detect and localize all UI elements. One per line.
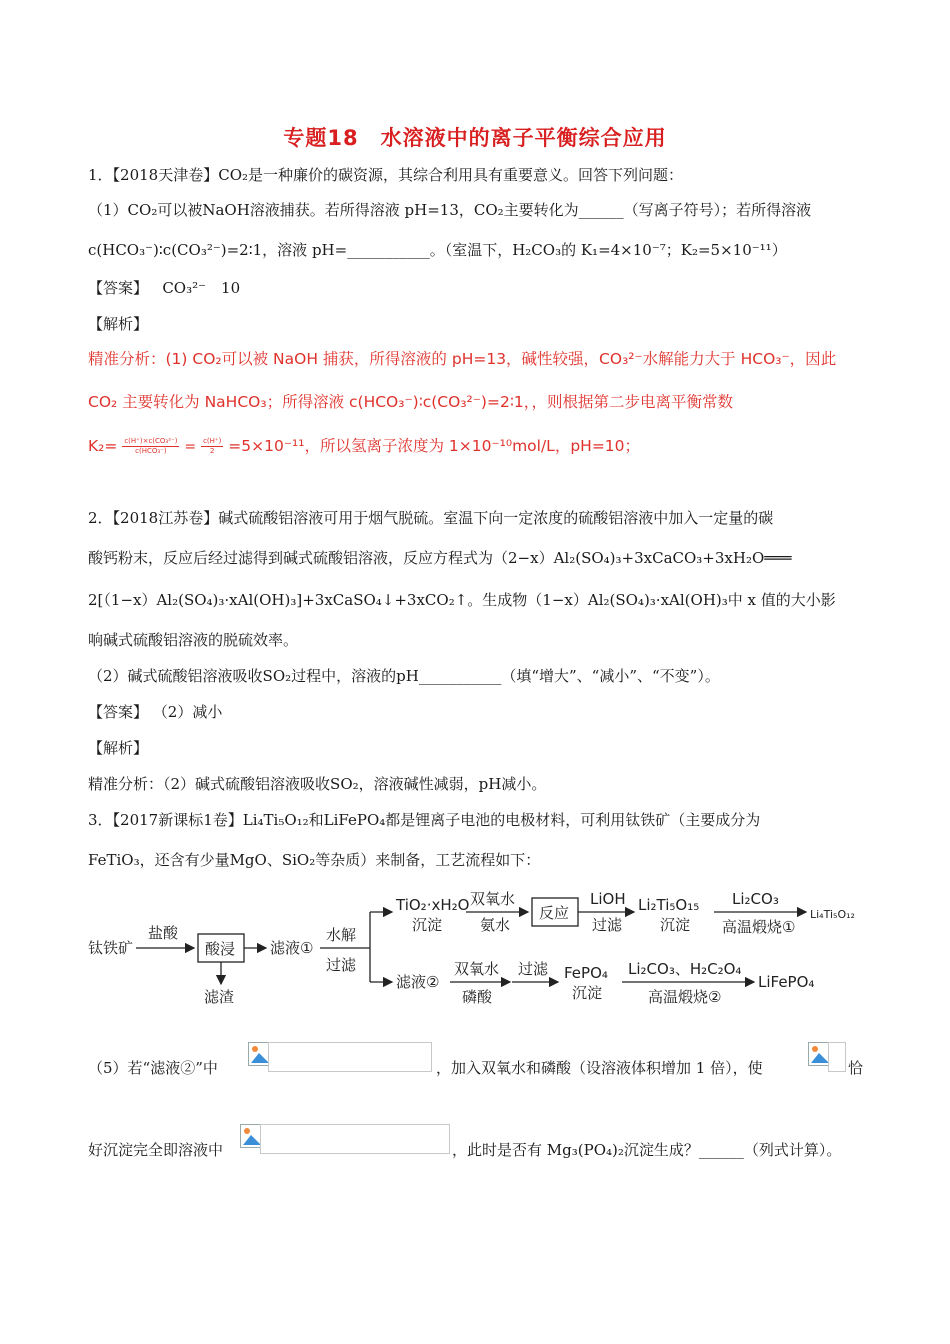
flow-ammonia: 氨水 — [480, 916, 511, 934]
q2-answer — [88, 702, 222, 722]
q1-analysis-line2: CO₂ 主要转化为 NaHCO₃；所得溶液 c(HCO₃⁻)∶c(CO₃²⁻)=2∶1，，则根据第二步电离平衡常数 — [88, 393, 733, 411]
k2-label: K₂= — [88, 437, 118, 455]
q2-head: 2．【2018江苏卷】碱式硫酸铝溶液可用于烟气脱硫。室温下向一定浓度的硫酸铝溶液中加入一定量的碳 — [88, 509, 774, 527]
q5-part-c: 恰 — [848, 1059, 864, 1077]
fraction-2-numerator: c(H⁺) — [203, 437, 222, 445]
flow-leach: 酸浸 — [205, 940, 236, 958]
flow-h2o2b: 双氧水 — [454, 960, 500, 978]
flow-precip3: 沉淀 — [572, 984, 603, 1002]
formula-image-placeholder-3 — [260, 1124, 450, 1154]
flow-acid: 盐酸 — [148, 924, 179, 942]
q1-analysis-line3: K₂= $\frac{\text{c(H⁺)×c(CO₃²⁻)}}{\text{c(HCO₃⁻)}}$ = $\frac{c(H^+)}{2}$ =5×10⁻¹¹，所以氢离子浓度为 1×10⁻¹⁰mol/L，pH=10； — [88, 437, 641, 455]
q2-line3: 响碱式硫酸铝溶液的脱硫效率。 — [88, 631, 299, 649]
answer-label: 【答案】 — [88, 279, 149, 297]
page-title: 专题18 水溶液中的离子平衡综合应用 — [283, 126, 667, 150]
flow-react: 反应 — [539, 904, 570, 922]
q2-line1: 酸钙粉末，反应后经过滤得到碱式硫酸铝溶液，反应方程式为（2−x）Al₂(SO₄)₃+3xCaCO₃+3xH₂O═══ — [88, 549, 792, 567]
q5-part-d: 好沉淀完全即溶液中 — [88, 1141, 224, 1159]
flow-precip2: 沉淀 — [660, 916, 691, 934]
fraction-2 — [201, 437, 223, 456]
flow-lioh: LiOH — [590, 890, 626, 908]
q1-line1: （1）CO₂可以被NaOH溶液捕获。若所得溶液 pH=13，CO₂主要转化为______（写离子符号）；若所得溶液 — [88, 201, 812, 219]
k2-result: =5×10⁻¹¹，所以氢离子浓度为 1×10⁻¹⁰mol/L，pH=10； — [228, 437, 641, 455]
fraction-2-denominator: 2 — [209, 447, 215, 455]
formula-image-placeholder-1 — [268, 1042, 432, 1072]
q2-analysis: 精准分析：（2）碱式硫酸铝溶液吸收SO₂，溶液碱性减弱，pH减小。 — [88, 775, 547, 793]
answer-text: CO₃²⁻ 10 — [162, 279, 241, 297]
flow-calcine1: 高温煅烧① — [722, 918, 796, 936]
q1-analysis-line1: 精准分析：(1) CO₂可以被 NaOH 捕获，所得溶液的 pH=13，碱性较强，CO₃²⁻水解能力大于 HCO₃⁻，因此 — [88, 350, 837, 368]
q3-head: 3．【2017新课标1卷】Li₄Ti₅O₁₂和LiFePO₄都是锂离子电池的电极材料，可利用钛铁矿（主要成分为 — [88, 811, 761, 829]
fraction-1-denominator: c(HCO₃⁻) — [135, 447, 167, 455]
q5-part-e: ，此时是否有 Mg₃(PO₄)₂沉淀生成？______（列式计算）。 — [452, 1141, 842, 1159]
formula-image-placeholder-2 — [828, 1042, 846, 1072]
q3-line1: FeTiO₃，还含有少量MgO、SiO₂等杂质）来制备，工艺流程如下： — [88, 851, 541, 869]
flow-residue: 滤渣 — [204, 988, 235, 1006]
flow-li2co3: Li₂CO₃ — [732, 890, 779, 908]
flow-filtrate1: 滤液① — [270, 939, 314, 957]
q5-part-a: （5）若“滤液②”中 — [88, 1059, 218, 1077]
flow-filtrate2: 滤液② — [396, 973, 440, 991]
q2-analysis-label: 【解析】 — [88, 739, 149, 757]
flow-tio2: TiO₂·xH₂O — [396, 896, 470, 914]
answer-label: 【答案】 — [88, 703, 149, 721]
flow-h2o2: 双氧水 — [470, 890, 516, 908]
flow-reagents2: Li₂CO₃、H₂C₂O₄ — [628, 960, 742, 978]
q2-line4: （2）碱式硫酸铝溶液吸收SO₂过程中，溶液的pH___________（填“增大”、“减小”、“不变”）。 — [88, 667, 720, 685]
flow-filter3: 过滤 — [518, 960, 549, 978]
flow-product1: Li₄Ti₅O₁₂ — [810, 908, 855, 921]
answer-text: （2）减小 — [152, 703, 223, 721]
flow-li2ti5o15: Li₂Ti₅O₁₅ — [638, 896, 700, 914]
q1-head: 1．【2018天津卷】CO₂是一种廉价的碳资源，其综合利用具有重要意义。回答下列问题： — [88, 166, 684, 184]
q1-answer — [88, 278, 240, 298]
process-flow-diagram — [86, 880, 886, 1010]
flow-start: 钛铁矿 — [88, 939, 134, 957]
flow-phos: 磷酸 — [462, 988, 493, 1006]
flow-precip: 沉淀 — [412, 916, 443, 934]
q1-line2: c(HCO₃⁻)∶c(CO₃²⁻)=2∶1，溶液 pH=___________。（室温下，H₂CO₃的 K₁=4×10⁻⁷；K₂=5×10⁻¹¹） — [88, 241, 787, 259]
q2-line2: 2[（1−x）Al₂(SO₄)₃·xAl(OH)₃]+3xCaSO₄↓+3xCO₂↑。生成物（1−x）Al₂(SO₄)₃·xAl(OH)₃中 x 值的大小影 — [88, 591, 836, 609]
fraction-1-numerator: c(H⁺)×c(CO₃²⁻) — [124, 437, 178, 445]
q5-part-b: ，加入双氧水和磷酸（设溶液体积增加 1 倍），使 — [436, 1059, 763, 1077]
flow-fepo4: FePO₄ — [564, 964, 608, 982]
flow-product2: LiFePO₄ — [758, 973, 815, 991]
flow-calcine2: 高温煅烧② — [648, 988, 722, 1006]
fraction-1 — [122, 437, 179, 456]
flow-filter: 过滤 — [326, 956, 357, 974]
flow-filter2: 过滤 — [592, 916, 623, 934]
q1-analysis-label: 【解析】 — [88, 315, 149, 333]
flow-hydrolysis: 水解 — [326, 926, 357, 944]
